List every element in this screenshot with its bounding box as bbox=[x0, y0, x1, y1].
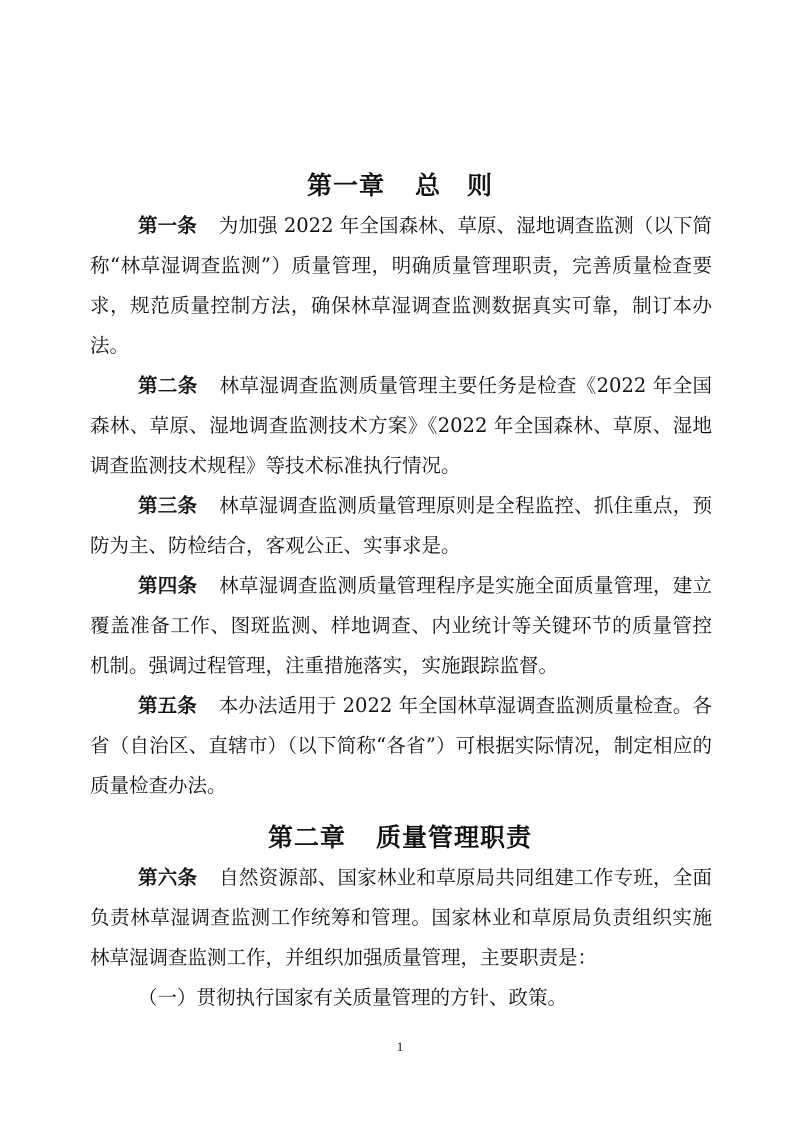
article-6-label: 第六条 bbox=[138, 866, 198, 889]
article-2-text: 林草湿调查监测质量管理主要任务是检查《2022 年全国森林、草原、湿地调查监测技术方案》《2022 年全国森林、草原、湿地调查监测技术规程》等技术标准执行情况。 bbox=[90, 374, 712, 477]
chapter-2-title: 质量管理职责 bbox=[376, 823, 533, 852]
article-6 bbox=[90, 858, 712, 978]
article-3-text: 林草湿调查监测质量管理原则是全程监控、抓住重点，预防为主、防检结合，客观公正、实事求是。 bbox=[90, 494, 712, 557]
chapter-1-title: 总 则 bbox=[415, 171, 494, 200]
chapter-1-prefix: 第一章 bbox=[306, 171, 385, 200]
article-1 bbox=[90, 206, 712, 366]
chapter-1-heading bbox=[0, 166, 800, 202]
article-3-label: 第三条 bbox=[138, 494, 198, 517]
page-number: 1 bbox=[396, 1039, 404, 1054]
article-5 bbox=[90, 686, 712, 806]
chapter-2-heading bbox=[0, 818, 800, 854]
article-2 bbox=[90, 366, 712, 486]
article-3 bbox=[90, 486, 712, 566]
article-5-label: 第五条 bbox=[138, 694, 197, 717]
chapter-2-prefix: 第二章 bbox=[267, 823, 346, 852]
article-1-text: 为加强 2022 年全国森林、草原、湿地调查监测（以下简称“林草湿调查监测”）质量管理，明确质量管理职责，完善质量检查要求，规范质量控制方法，确保林草湿调查监测数据真实可靠，制订本办法。 bbox=[90, 214, 712, 357]
article-2-label: 第二条 bbox=[138, 374, 198, 397]
article-4-label: 第四条 bbox=[138, 574, 198, 597]
list-item bbox=[90, 978, 712, 1018]
article-6-text: 自然资源部、国家林业和草原局共同组建工作专班，全面负责林草湿调查监测工作统筹和管理。国家林业和草原局负责组织实施林草湿调查监测工作，并组织加强质量管理，主要职责是： bbox=[90, 866, 712, 969]
article-4-text: 林草湿调查监测质量管理程序是实施全面质量管理，建立覆盖准备工作、图斑监测、样地调查、内业统计等关键环节的质量管控机制。强调过程管理，注重措施落实，实施跟踪监督。 bbox=[90, 574, 712, 677]
article-1-label: 第一条 bbox=[138, 214, 197, 237]
article-5-text: 本办法适用于 2022 年全国林草湿调查监测质量检查。各省（自治区、直辖市）（以下简称“各省”）可根据实际情况，制定相应的质量检查办法。 bbox=[90, 694, 712, 797]
article-4 bbox=[90, 566, 712, 686]
list-item-text: （一）贯彻执行国家有关质量管理的方针、政策。 bbox=[138, 986, 568, 1009]
